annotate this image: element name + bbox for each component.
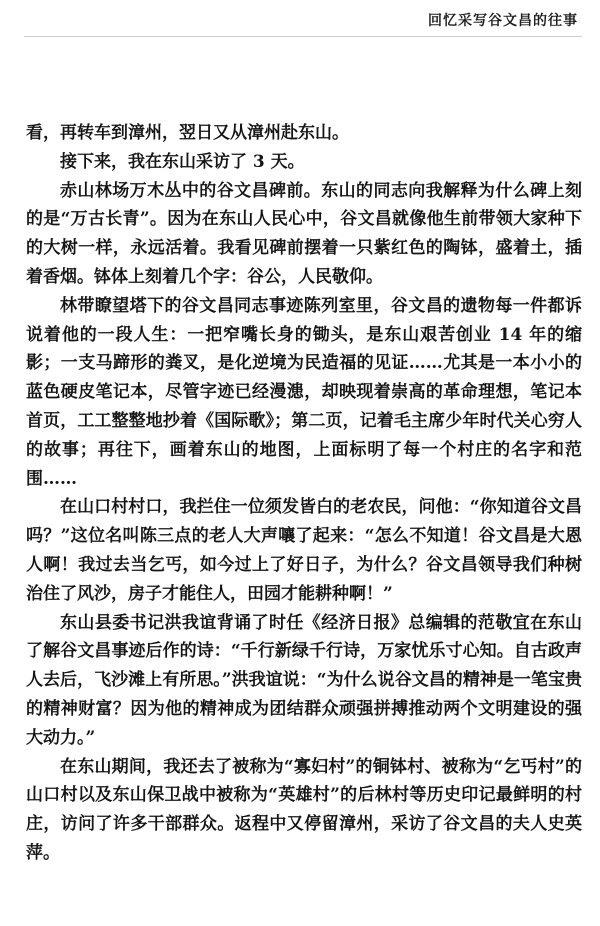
- paragraph: 在山口村村口，我拦住一位须发皆白的老农民，问他：“你知道谷文昌吗？”这位名叫陈三点的老人大声嚷了起来：“怎么不知道！谷文昌是大恩人啊！我过去当乞丐，如今过上了好日子，为什么？谷文昌领导我们种树治住了风沙，房子才能住人，田园才能耕种啊！”: [26, 497, 582, 604]
- header-rule: [24, 36, 582, 37]
- paragraph-continuation: 看，再转车到漳州，翌日又从漳州赴东山。: [26, 123, 349, 143]
- paragraph: 接下来，我在东山采访了 3 天。: [60, 151, 305, 172]
- paragraph: 林带瞭望塔下的谷文昌同志事迹陈列室里，谷文昌的遗物每一件都诉说着他的一段人生：一把窄嘴长身的锄头，是东山艰苦创业 14 年的缩影；一支马蹄形的粪叉，是化逆境为民造福的见证……尤其是一本小小的蓝色硬皮笔记本，尽管字迹已经漫漶，却映现着崇高的革命理想，笔记本首页，工工整整地抄着《国际歌》；第二页，记着毛主席少年时代关心穷人的故事；再往下，画着东山的地图，上面标明了每一个村庄的名字和范围……: [26, 295, 582, 489]
- running-header: 回忆采写谷文昌的往事: [428, 13, 578, 29]
- paragraph: 在东山期间，我还去了被称为“寡妇村”的铜钵村、被称为“乞丐村”的山口村以及东山保卫战中被称为“英雄村”的后林村等历史印记最鲜明的村庄，访问了许多干部群众。返程中又停留漳州，采访了谷文昌的夫人史英萍。: [26, 756, 582, 863]
- paragraph: 东山县委书记洪我谊背诵了时任《经济日报》总编辑的范敬宜在东山了解谷文昌事迹后作的诗：“千行新绿千行诗，万家忧乐寸心知。自古政声人去后，飞沙滩上有所思。”洪我谊说：“为什么说谷文昌的精神是一笔宝贵的精神财富？因为他的精神成为团结群众顽强拼搏推动两个文明建设的强大动力。”: [26, 612, 582, 748]
- body-text: [26, 119, 582, 868]
- paragraph: 赤山林场万木丛中的谷文昌碑前。东山的同志向我解释为什么碑上刻的是“万古长青”。因为在东山人民心中，谷文昌就像他生前带领大家种下的大树一样，永远活着。我看见碑前摆着一只紫红色的陶钵，盛着土，插着香烟。钵体上刻着几个字：谷公，人民敬仰。: [26, 180, 582, 287]
